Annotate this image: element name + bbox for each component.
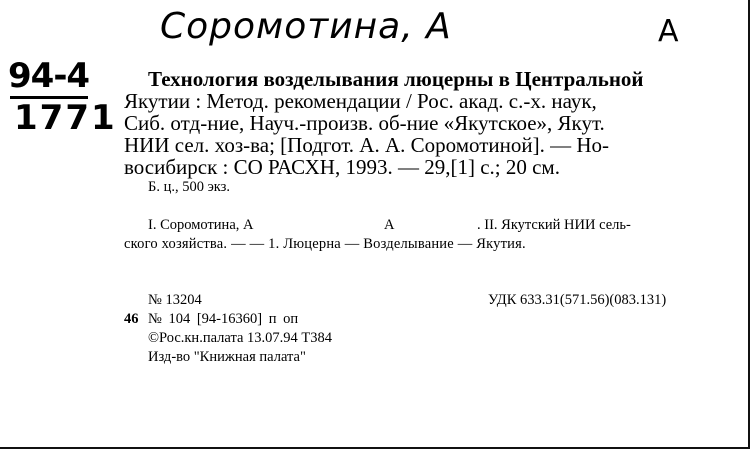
handwritten-author: Соромотина, А bbox=[160, 6, 452, 47]
record-line-1: Технология возделывания люцерны в Центральной bbox=[148, 67, 644, 91]
tracing-line-2: ского хозяйства. — — 1. Люцерна — Возделывание — Якутия. bbox=[124, 236, 526, 252]
registration-number-1: № 13204 bbox=[148, 292, 202, 308]
tracing-line-1-left: I. Соромотина, А bbox=[148, 217, 254, 233]
record-line-3: Сиб. отд-ние, Науч.-произв. об-ние «Якутское», Якут. bbox=[124, 111, 605, 135]
record-line-2: Якутии : Метод. рекомендации / Рос. акад. с.-х. наук, bbox=[124, 89, 597, 113]
tracing-line-1-right: . II. Якутский НИИ сель- bbox=[477, 217, 631, 233]
record-line-5: восибирск : СО РАСХН, 1993. — 29,[1] с.; 20 см. bbox=[124, 155, 560, 179]
tracing-line-1-mid: А bbox=[384, 217, 395, 233]
publisher-line: Изд-во "Книжная палата" bbox=[148, 349, 306, 365]
book-chamber-stamp: ©Рос.кн.палата 13.07.94 Т384 bbox=[148, 330, 332, 346]
copies-line: Б. ц., 500 экз. bbox=[148, 179, 231, 195]
record-line-4: НИИ сел. хоз-ва; [Подгот. А. А. Соромотиной]. — Но- bbox=[124, 133, 610, 157]
registration-prefix: 46 bbox=[124, 311, 139, 327]
shelf-mark-bottom: 1771 bbox=[14, 98, 117, 138]
shelf-mark-top: 94-4 bbox=[8, 56, 90, 96]
registration-number-2: № 104 [94-16360] п оп bbox=[148, 311, 299, 327]
handwritten-corner-letter: А bbox=[658, 14, 679, 49]
udk-code: УДК 633.31(571.56)(083.131) bbox=[488, 292, 667, 308]
